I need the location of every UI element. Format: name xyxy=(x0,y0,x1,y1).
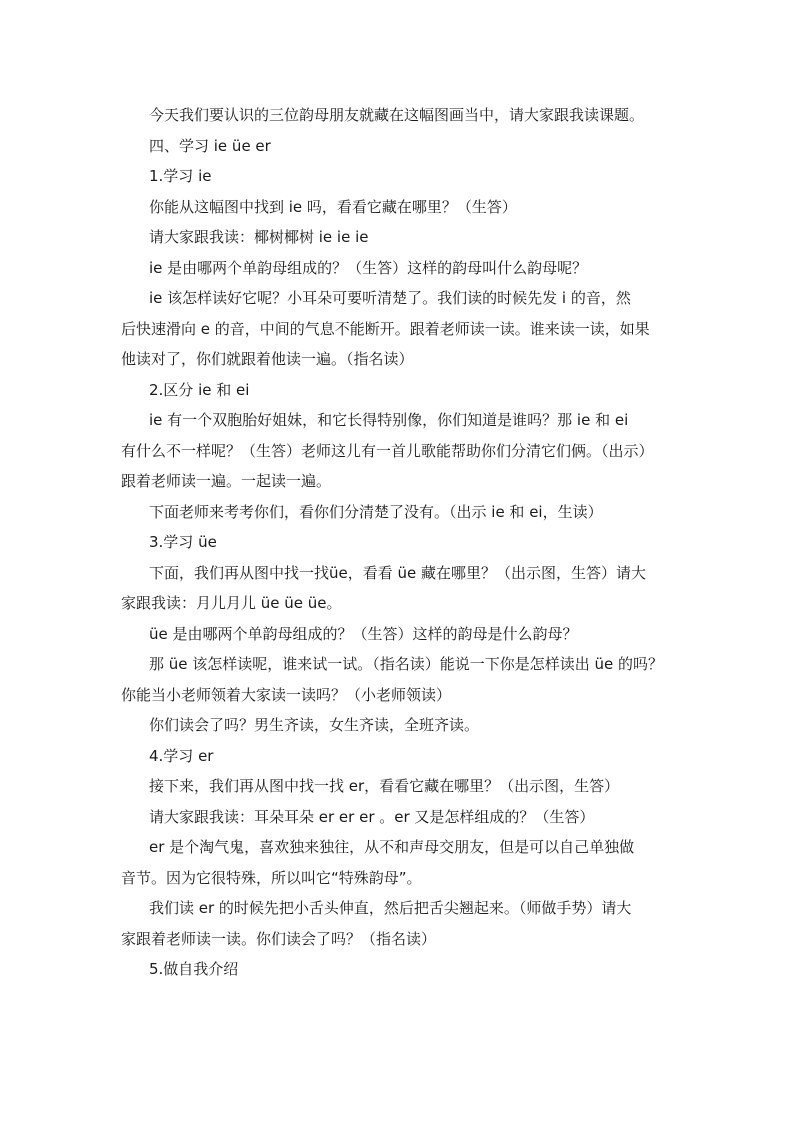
paragraph-line: 家跟我读：月儿月儿 üe üe üe。 xyxy=(121,594,342,612)
paragraph-line: ie 该怎样读好它呢？小耳朵可要听清楚了。我们读的时候先发 i 的音，然 xyxy=(149,289,631,307)
paragraph-line: 那 üe 该怎样读呢，谁来试一试。（指名读）能说一下你是怎样读出 üe 的吗？ xyxy=(149,655,664,673)
paragraph-line: 他读对了，你们就跟着他读一遍。（指名读） xyxy=(121,350,414,368)
paragraph-line: 后快速滑向 e 的音，中间的气息不能断开。跟着老师读一读。谁来读一读，如果 xyxy=(121,319,650,338)
paragraph-line: 四、学习 ie üe er xyxy=(149,136,271,155)
paragraph-line: ie 是由哪两个单韵母组成的？（生答）这样的韵母叫什么韵母呢？ xyxy=(149,258,588,277)
paragraph-line: 5.做自我介绍 xyxy=(149,960,239,978)
paragraph-line: ie 有一个双胞胎好姐妹，和它长得特别像，你们知道是谁吗？那 ie 和 ei xyxy=(149,411,629,429)
paragraph-line: 下面老师来考考你们，看你们分清楚了没有。（出示 ie 和 ei，生读） xyxy=(149,502,603,521)
paragraph-line: 音节。因为它很特殊，所以叫它“特殊韵母”。 xyxy=(121,868,422,887)
paragraph-line: 3.学习 üe xyxy=(149,533,217,551)
paragraph-line: 有什么不一样呢？（生答）老师这儿有一首儿歌能帮助你们分清它们俩。（出示） xyxy=(121,441,654,460)
paragraph-line: 你们读会了吗？男生齐读，女生齐读，全班齐读。 xyxy=(149,716,480,734)
paragraph-line: 1.学习 ie xyxy=(149,167,212,185)
paragraph-line: 今天我们要认识的三位韵母朋友就藏在这幅图画当中，请大家跟我读课题。 xyxy=(149,106,645,124)
paragraph-line: 请大家跟我读：椰树椰树 ie ie ie xyxy=(149,228,369,246)
paragraph-line: 跟着老师读一遍。一起读一遍。 xyxy=(121,472,332,490)
paragraph-line: 你能当小老师领着大家读一读吗？（小老师领读） xyxy=(121,685,452,704)
paragraph-line: 家跟着老师读一读。你们读会了吗？（指名读） xyxy=(121,929,437,948)
paragraph-line: er 是个淘气鬼，喜欢独来独往，从不和声母交朋友，但是可以自己单独做 xyxy=(149,838,635,856)
paragraph-line: 4.学习 er xyxy=(149,746,214,765)
document-body xyxy=(121,100,681,985)
paragraph-line: 你能从这幅图中找到 ie 吗，看看它藏在哪里？（生答） xyxy=(149,197,517,216)
paragraph-line: üe 是由哪两个单韵母组成的？（生答）这样的韵母是什么韵母？ xyxy=(149,624,578,643)
paragraph-line: 请大家跟我读：耳朵耳朵 er er er 。er 又是怎样组成的？（生答） xyxy=(149,807,595,826)
paragraph-line: 下面，我们再从图中找一找üe，看看 üe 藏在哪里？（出示图，生答）请大 xyxy=(149,563,647,582)
paragraph-line: 2.区分 ie 和 ei xyxy=(149,380,250,399)
paragraph-line: 我们读 er 的时候先把小舌头伸直，然后把舌尖翘起来。（师做手势）请大 xyxy=(149,899,632,917)
paragraph-line: 接下来，我们再从图中找一找 er，看看它藏在哪里？（出示图，生答） xyxy=(149,777,620,795)
